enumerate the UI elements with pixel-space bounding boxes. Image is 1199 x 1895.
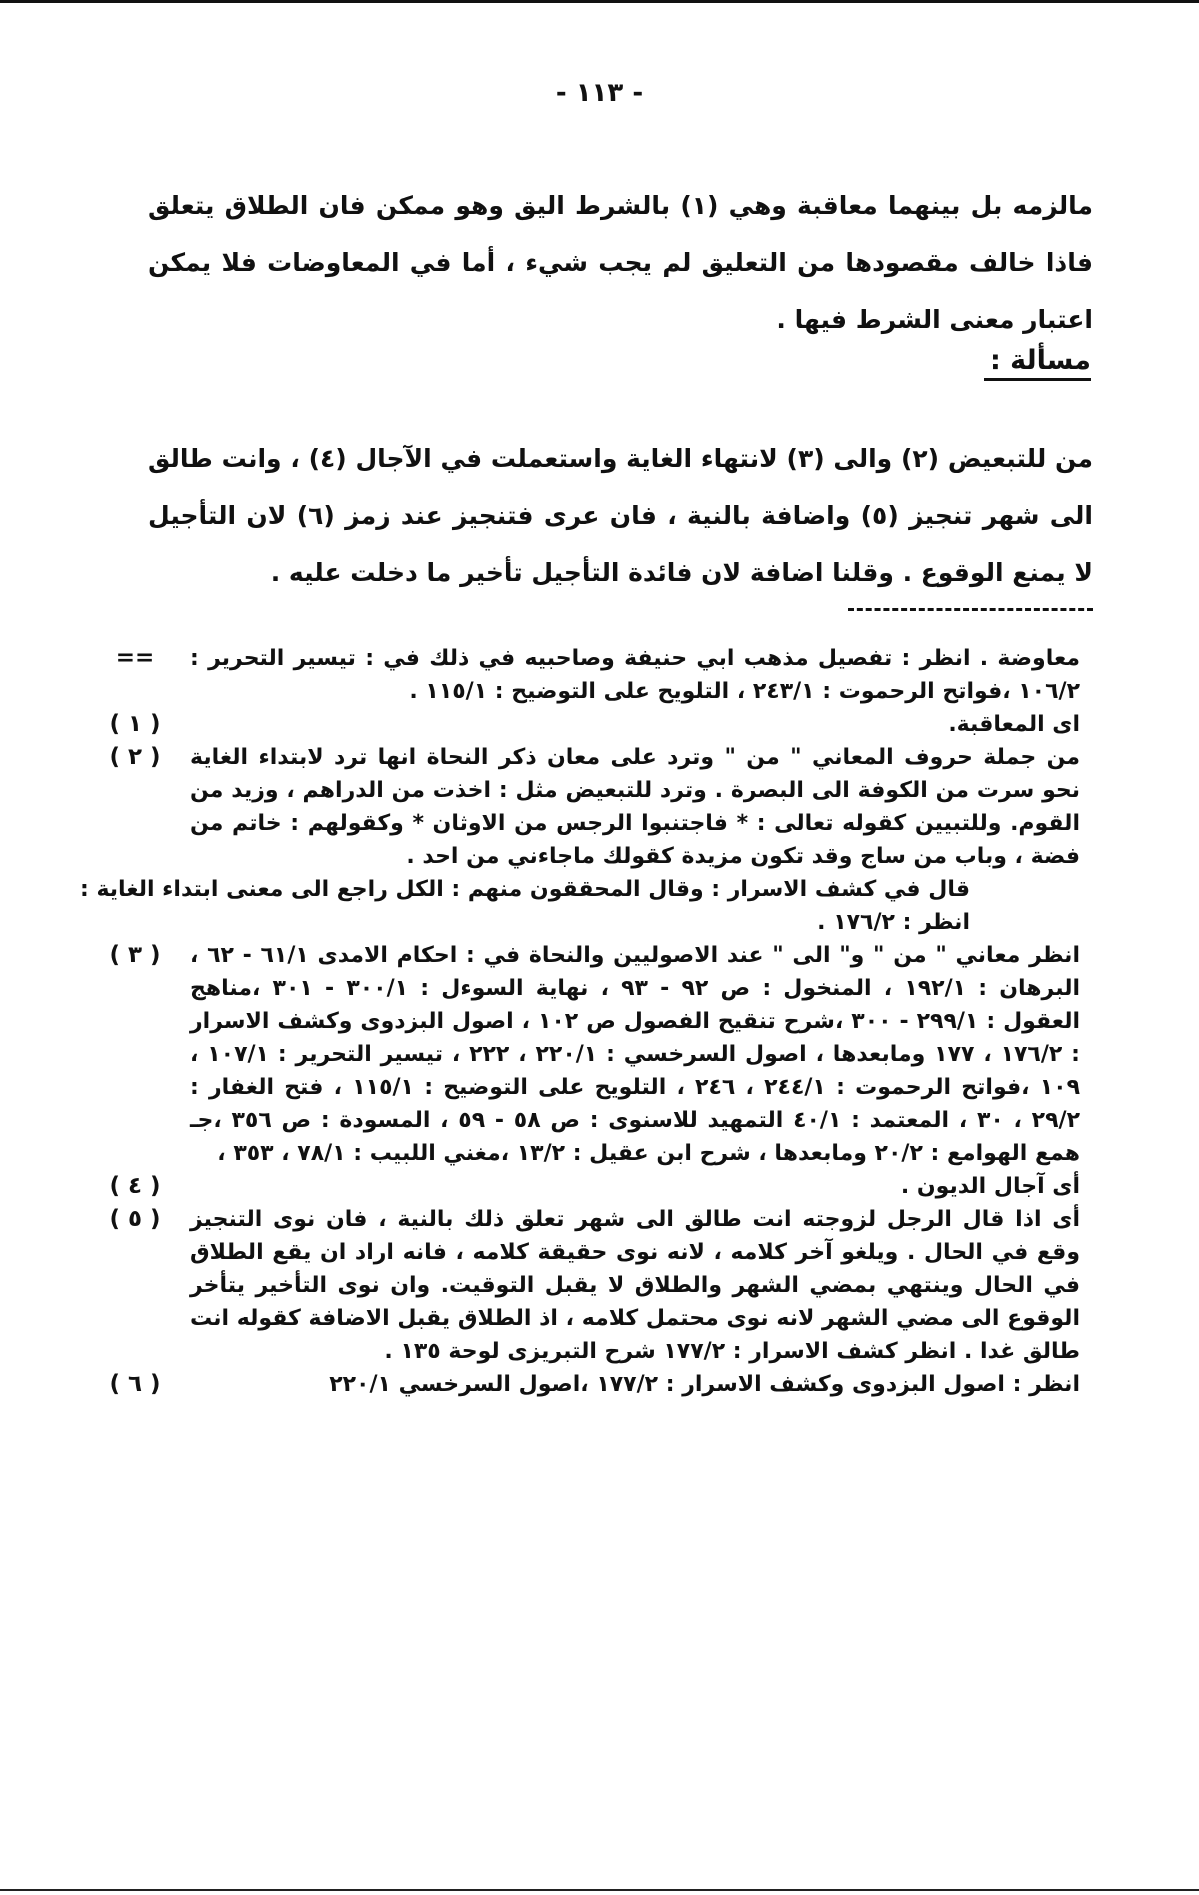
footnote-text: انظر : اصول البزدوى وكشف الاسرار : ١٧٧/٢ ،اصول السرخسي ٢٢٠/١: [329, 1372, 1080, 1397]
footnote-marker: ( ٥ ): [109, 1206, 161, 1232]
footnote-2-continuation: قال في كشف الاسرار : وقال المحققون منهم : الكل راجع الى معنى ابتداء الغاية : انظر : ١٧٦/٢ .: [79, 877, 970, 935]
footnote-text: من جملة حروف المعاني " من " وترد على معان ذكر النحاة انها ترد لابتداء الغاية نحو سرت من الكوفة الى البصرة . وترد للتبعيض مثل : اخذت من الدراهم ، وزيد من القوم. وللتبيين كقوله تعالى : * فاجتنبوا الرجس من الاوثان * وكقولهم : خاتم من فضة ، وباب من ساج وقد تكون مزيدة كقولك ماجاءني من احد .: [190, 745, 1080, 869]
footnote-5: [80, 1203, 1080, 1368]
footnote-1: [80, 708, 1080, 741]
footnote-continuation: [80, 642, 1080, 708]
footnote-marker: ( ٢ ): [109, 744, 161, 770]
footnote-marker: ( ٦ ): [109, 1371, 161, 1397]
footnote-text: اى المعاقبة.: [948, 712, 1080, 737]
bottom-edge-rule: [0, 1889, 1199, 1891]
body-paragraph-1: مالزمه بل بينهما معاقبة وهي (١) بالشرط اليق وهو ممكن فان الطلاق يتعلق فاذا خالف مقصودها من التعليق لم يجب شيء ، أما في المعاوضات فلا يمكن اعتبار معنى الشرط فيها .: [148, 191, 1093, 334]
footnote-3: [80, 939, 1080, 1170]
footnotes: [80, 642, 1080, 1401]
footnote-marker: ( ١ ): [109, 711, 161, 737]
section-heading: مسألة :: [984, 345, 1091, 381]
footnote-text: معاوضة . انظر : تفصيل مذهب ابي حنيفة وصاحبيه في ذلك في : تيسير التحرير : ١٠٦/٢ ،فواتح الرحموت : ٢٤٣/١ ، التلويح على التوضيح : ١١٥/١ .: [190, 646, 1080, 704]
body-paragraph-2: من للتبعيض (٢) والى (٣) لانتهاء الغاية واستعملت في الآجال (٤) ، وانت طالق الى شهر تنجيز (٥) واضافة بالنية ، فان عرى فتنجيز عند زمز (٦) لان التأجيل لا يمنع الوقوع . وقلنا اضافة لان فائدة التأجيل تأخير ما دخلت عليه .: [148, 444, 1094, 587]
footnote-text: أى اذا قال الرجل لزوجته انت طالق الى شهر تعلق ذلك بالنية ، فان نوى التنجيز وقع في الحال . ويلغو آخر كلامه ، لانه نوى حقيقة كلامه ، فانه اراد ان يقع الطلاق في الحال وينتهي بمضي الشهر والطلاق لا يقبل التوقيت. وان نوى التأخير يتأخر الوقوع الى مضي الشهر لانه نوى محتمل كلامه ، اذ الطلاق يقبل الاضافة كقوله انت طالق غدا . انظر كشف الاسرار : ١٧٧/٢ شرح التبريزى لوحة ١٣٥ .: [190, 1207, 1080, 1364]
footnote-4: [80, 1170, 1080, 1203]
footnote-marker: ==: [115, 645, 155, 671]
footnote-6: [80, 1368, 1080, 1401]
footnote-2: [80, 741, 1080, 873]
footnote-marker: ( ٤ ): [109, 1173, 161, 1199]
footnote-text: انظر معاني " من " و" الى " عند الاصوليين والنحاة في : احكام الامدى ٦١/١ - ٦٢ ، البرهان : ١٩٢/١ ، المنخول : ص ٩٢ - ٩٣ ، نهاية السوءل : ٣٠٠/١ - ٣٠١ ،مناهج العقول : ٢٩٩/١ - ٣٠٠ ،شرح تنقيح الفصول ص ١٠٢ ، اصول البزدوى وكشف الاسرار : ١٧٦/٢ ، ١٧٧ ومابعدها ، اصول السرخسي : ٢٢٠/١ ، ٢٢٢ ، تيسير التحرير : ١٠٧/١ ، ١٠٩ ،فواتح الرحموت : ٢٤٤/١ ، ٢٤٦ ، التلويح على التوضيح : ١١٥/١ ، فتح الغفار : ٢٩/٢ ، ٣٠ ، المعتمد : ٤٠/١ التمهيد للاسنوى : ص ٥٨ - ٥٩ ، المسودة : ص ٣٥٦ ،جـ همع الهوامع : ٢٠/٢ ومابعدها ، شرح ابن عقيل : ١٣/٢ ،مغني اللبيب : ٧٨/١ ، ٣٥٣ ،: [190, 943, 1081, 1166]
page-number: - ١١٣ -: [555, 78, 644, 108]
footnote-marker: ( ٣ ): [109, 942, 161, 968]
footnote-text: أى آجال الديون .: [900, 1174, 1080, 1199]
footnote-separator: [848, 608, 1093, 611]
